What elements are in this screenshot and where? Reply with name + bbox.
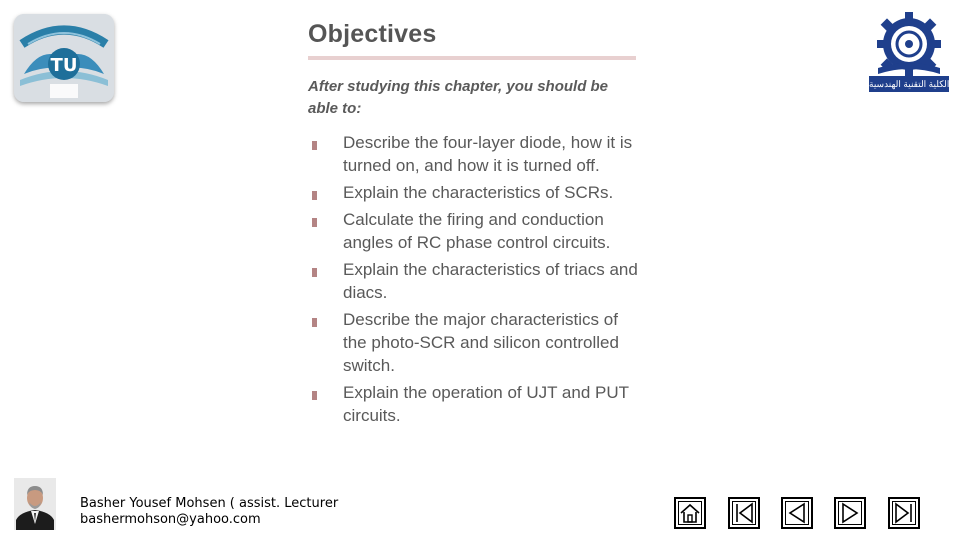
objective-item xyxy=(310,131,640,177)
home-button[interactable] xyxy=(674,497,706,529)
bullet-icon xyxy=(312,318,317,327)
bullet-icon xyxy=(312,218,317,227)
previous-slide-icon xyxy=(786,502,808,524)
author-photo xyxy=(14,478,56,530)
author-name: Basher Yousef Mohsen ( assist. Lecturer xyxy=(80,496,339,511)
objective-text: Explain the operation of UJT and PUT circuits. xyxy=(343,383,629,425)
objective-text: Describe the four-layer diode, how it is turned on, and how it is turned off. xyxy=(343,133,633,175)
last-slide-icon xyxy=(893,502,915,524)
university-logo-icon xyxy=(14,14,114,102)
objective-item xyxy=(310,258,640,304)
first-slide-icon xyxy=(733,502,755,524)
author-info xyxy=(80,496,338,528)
intro-text: After studying this chapter, you should be able to: xyxy=(308,78,609,117)
first-slide-button[interactable] xyxy=(728,497,760,529)
objective-text: Explain the characteristics of triacs and diacs. xyxy=(343,260,638,302)
home-icon xyxy=(679,502,701,524)
next-slide-icon xyxy=(839,502,861,524)
college-name-banner: الكلية التقنية الهندسية xyxy=(869,76,949,92)
author-email[interactable]: bashermohson@yahoo.com xyxy=(80,512,261,527)
objective-text: Explain the characteristics of SCRs. xyxy=(343,183,614,202)
bullet-icon xyxy=(312,391,317,400)
objective-item xyxy=(310,181,640,204)
objective-text: Describe the major characteristics of the photo-SCR and silicon controlled switch. xyxy=(343,310,619,375)
objective-item xyxy=(310,381,640,427)
svg-text:TU: TU xyxy=(50,55,78,76)
objectives-list xyxy=(310,131,640,431)
bullet-icon xyxy=(312,268,317,277)
bullet-icon xyxy=(312,141,317,150)
objective-item xyxy=(310,308,640,377)
last-slide-button[interactable] xyxy=(888,497,920,529)
bullet-icon xyxy=(312,191,317,200)
title-underline xyxy=(308,56,636,60)
slide-title: Objectives xyxy=(308,20,437,48)
previous-slide-button[interactable] xyxy=(781,497,813,529)
next-slide-button[interactable] xyxy=(834,497,866,529)
objective-text: Calculate the firing and conduction angles of RC phase control circuits. xyxy=(343,210,611,252)
objective-item xyxy=(310,208,640,254)
